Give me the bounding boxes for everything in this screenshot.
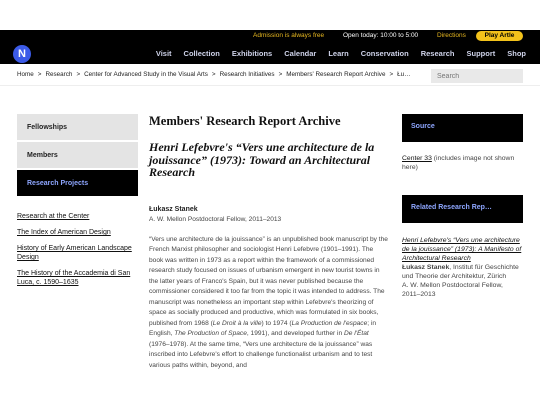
right-column	[402, 114, 523, 299]
main-content	[149, 114, 389, 371]
sidebar-link-accademia-san-luca[interactable]: The History of the Accademia di San Luca, c. 1590–1635	[17, 270, 131, 286]
nav-menu	[156, 49, 526, 58]
related-section	[402, 195, 523, 299]
nav-conservation[interactable]: Conservation	[360, 49, 409, 58]
related-author-block	[402, 263, 523, 281]
source-link[interactable]: Center 33	[402, 155, 432, 162]
utility-bar	[0, 30, 540, 42]
sidebar-tab-fellowships[interactable]: Fellowships	[17, 114, 138, 140]
breadcrumb-initiatives[interactable]: Research Initiatives	[219, 71, 275, 78]
sidebar-link-index-american-design[interactable]: The Index of American Design	[17, 229, 111, 236]
admission-link[interactable]: Admission is always free	[253, 32, 325, 39]
source-heading: Source	[402, 114, 523, 142]
main-nav	[0, 42, 540, 64]
nav-learn[interactable]: Learn	[328, 49, 349, 58]
author-name: Łukasz Stanek	[149, 205, 198, 213]
related-author: Łukasz Stanek	[402, 264, 450, 271]
breadcrumb-bar	[0, 64, 540, 86]
breadcrumb-research[interactable]: Research	[45, 71, 73, 78]
breadcrumb: Home > Research > Center for Advanced Study in the Visual Arts > Research Initiatives > Members' Research Report Archive > Łu…	[17, 71, 411, 78]
site-logo[interactable]: N	[13, 45, 31, 63]
sidebar-link-landscape-design[interactable]: History of Early American Landscape Design	[17, 245, 132, 261]
related-fellowship: A. W. Mellon Postdoctoral Fellow, 2011–2013	[402, 282, 503, 298]
related-report-link[interactable]: Henri Lefebvre's “Vers une architecture de la jouissance” (1973): A Manifesto of Architectural Research	[402, 237, 522, 262]
nav-collection[interactable]: Collection	[183, 49, 220, 58]
nav-exhibitions[interactable]: Exhibitions	[231, 49, 273, 58]
nav-visit[interactable]: Visit	[155, 49, 172, 58]
sidebar	[17, 114, 138, 294]
source-info	[402, 154, 523, 172]
sidebar-tab-research-projects[interactable]: Research Projects	[17, 170, 138, 196]
play-artle-button[interactable]: Play Artle	[476, 31, 523, 41]
report-title: Henri Lefebvre's “Vers une architecture de la jouissance” (1973): Toward an Architectural Research	[149, 140, 375, 179]
nav-research[interactable]: Research	[420, 49, 455, 58]
breadcrumb-home[interactable]: Home	[17, 71, 34, 78]
related-heading[interactable]: Related Research Rep…	[402, 195, 523, 223]
sidebar-links	[17, 212, 138, 287]
directions-link[interactable]: Directions	[437, 32, 466, 39]
related-affiliation: , Institut für Geschichte und Theorie der Architektur, Zürich	[402, 264, 519, 280]
hours-text: Open today: 10:00 to 5:00	[343, 32, 419, 39]
breadcrumb-current: Łu…	[397, 71, 411, 78]
nav-support[interactable]: Support	[466, 49, 496, 58]
breadcrumb-archive[interactable]: Members' Research Report Archive	[286, 71, 386, 78]
search-input[interactable]	[431, 69, 523, 83]
breadcrumb-casva[interactable]: Center for Advanced Study in the Visual Arts	[84, 71, 208, 78]
nav-shop[interactable]: Shop	[507, 49, 526, 58]
page-heading: Members' Research Report Archive	[149, 114, 341, 128]
sidebar-link-research-at-center[interactable]: Research at the Center	[17, 213, 90, 220]
nav-calendar[interactable]: Calendar	[284, 49, 317, 58]
report-body: “Vers une architecture de la jouissance” is an unpublished book manuscript by the French Marxist philosopher and sociologist Henri Lefebvre (1901–1991). The book was written in 1973 as a report within the framework of a commissioned research study focused on issues of urbanism emergent in new tourist towns in the latter years of Franco's Spain, but it was never published because the commissioner considered it too far from the topic it was intended to address. The manuscript was nonetheless an important step within Lefebvre's theorizing of space as socially produced and productive, which was formulated in six books, published from 1968 (Le Droit à la ville) to 1974 (La Production de l'espace; in English, The Production of Space, 1991), and developed further in De l'État (1976–1978). At the same time, “Vers une architecture de la jouissance” was inscribed into Lefebvre's effort to challenge functionalist urbanism and to test various paths within, beyond, and	[149, 235, 388, 369]
author-affiliation: A. W. Mellon Postdoctoral Fellow, 2011–2013	[149, 215, 282, 223]
source-note: (includes image not shown here)	[402, 155, 515, 171]
sidebar-tab-members[interactable]: Members	[17, 142, 138, 168]
